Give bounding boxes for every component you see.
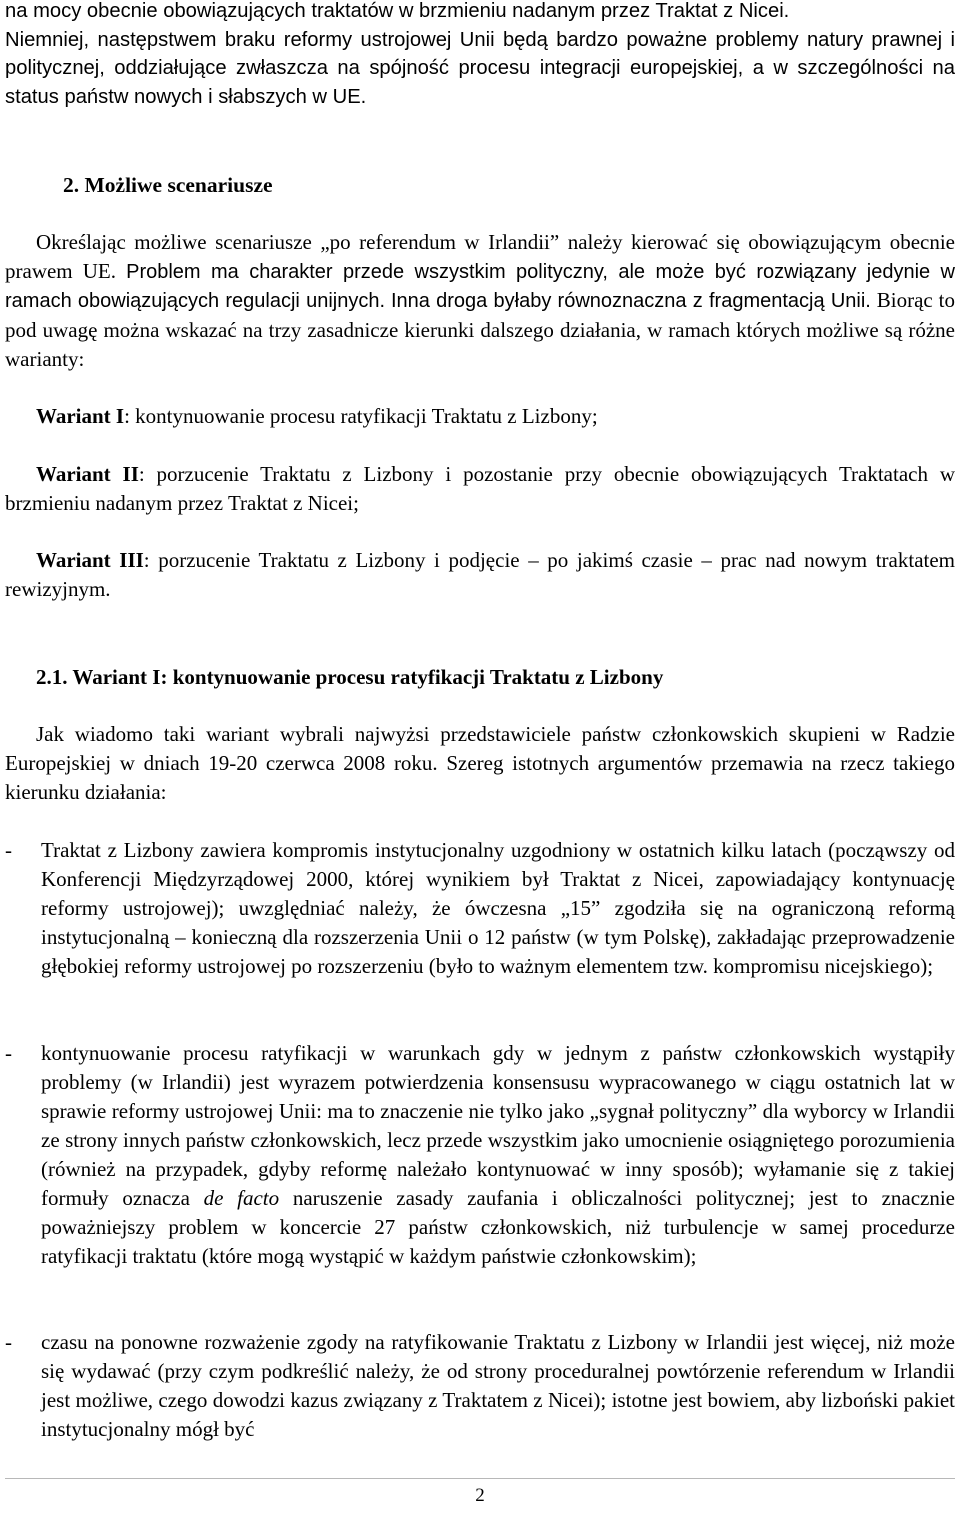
argument-item (5, 1039, 955, 1271)
variant-1-intro-sentence-1: Jak wiadomo taki wariant wybrali najwyżsi przedstawiciele państw członkowskich skupieni w Radzie Europejskiej w dniach 19-20 czerwca 2008 roku. (5, 722, 955, 775)
argument-item (5, 836, 955, 981)
dash-marker: - (5, 1330, 12, 1354)
argument-text: kontynuowanie procesu ratyfikacji w warunkach gdy w jednym z państw członkowskich wystąpiły problemy (w Irlandii) jest wyrazem potwierdzenia konsensusu wypracowanego w ciągu ostatnich lat w sprawie reformy ustrojowej Unii: ma to znaczenie nie tylko jako „sygnał polityczny” dla wyborcy w Irlandii ze strony innych państw członkowskich, lecz przede wszystkim jako umocnienie osiągniętego porozumienia (również na przypadek, gdyby reformę należało kontynuować w inny sposób); wyłamanie się z takiej formuły oznacza (41, 1041, 955, 1210)
dash-marker: - (5, 1041, 12, 1065)
intro-block (5, 0, 955, 111)
dash-marker: - (5, 838, 12, 862)
variant-1-intro-paragraph (5, 720, 955, 807)
scenarios-sentence-3: Inna droga byłaby równoznaczna z fragmentacją Unii. (390, 290, 871, 313)
variant-3-paragraph (5, 546, 955, 604)
argument-italic: de facto (203, 1186, 280, 1210)
footer-rule (5, 1478, 955, 1479)
page-number: 2 (475, 1485, 485, 1506)
argument-text: czasu na ponowne rozważenie zgody na ratyfikowanie Traktatu z Lizbony w Irlandii jest więcej, niż może się wydawać (przy czym podkreślić należy, że od strony proceduralnej powtórzenie referendum w Irlandii jest możliwe, czego dowodzi kazus związany z Traktatem z Nicei); istotne jest bowiem, aby lizboński pakiet instytucjonalny mógł być (41, 1330, 955, 1441)
variant-3-text: : porzucenie Traktatu z Lizbony i podjęcie – po jakimś czasie – prac nad nowym traktatem rewizyjnym. (5, 548, 956, 601)
variant-1-text: : kontynuowanie procesu ratyfikacji Traktatu z Lizbony; (124, 404, 598, 428)
scenarios-paragraph (5, 228, 955, 374)
argument-text: Traktat z Lizbony zawiera kompromis instytucjonalny uzgodniony w ostatnich kilku latach (począwszy od Konferencji Międzyrządowej 2000, której wynikiem był Traktat z Nicei, zapowiadający kontynuację reformy ustrojowej); uwzględniać należy, że ówczesna „15” zgodziła się na ograniczoną reformą instytucjonalną – konieczną dla rozszerzenia Unii o 12 państw (w tym Polskę), zakładając przeprowadzenie głębokiej reformy ustrojowej po rozszerzeniu (było to ważnym elementem tzw. kompromisu nicejskiego); (41, 838, 955, 978)
scenarios-sentence-2: Problem ma charakter przede wszystkim polityczny, ale może być rozwiązany jedynie w ramach obowiązujących regulacji unijnych. (5, 260, 956, 313)
variant-2-label: Wariant II (36, 462, 139, 486)
argument-text-continued: naruszenie zasady zaufania i obliczalności politycznej; jest to znacznie poważniejszy problem w koncercie 27 państw członkowskich, niż turbulencje w samej procedurze ratyfikacji traktatu (które mogą wystąpić w każdym państwie członkowskim); (41, 1186, 956, 1268)
variant-3-label: Wariant III (36, 548, 144, 572)
intro-paragraph: Niemniej, następstwem braku reformy ustrojowej Unii będą bardzo poważne problemy natury prawnej i politycznej, oddziałujące zwłaszcza na spójność procesu integracji europejskiej, a w szczególności na status państw nowych i słabszych w UE. (5, 28, 955, 108)
variant-2-text: : porzucenie Traktatu z Lizbony i pozostanie przy obecnie obowiązujących Traktatach w brzmieniu nadanym przez Traktat z Nicei; (5, 462, 955, 515)
section-2-1-heading: 2.1. Wariant I: kontynuowanie procesu ratyfikacji Traktatu z Lizbony (36, 665, 664, 689)
intro-line: na mocy obecnie obowiązujących traktatów w brzmieniu nadanym przez Traktat z Nicei. (5, 0, 790, 22)
variant-1-intro-sentence-2: Szereg istotnych argumentów przemawia na rzecz takiego kierunku działania: (5, 751, 955, 804)
variant-1-line (5, 402, 955, 431)
section-2-heading: 2. Możliwe scenariusze (63, 173, 273, 197)
variant-1-label: Wariant I (36, 404, 125, 428)
argument-item (5, 1328, 955, 1444)
scenarios-sentence-1: Określając możliwe scenariusze „po referendum w Irlandii” należy kierować się obowiązującym obecnie prawem UE. (5, 230, 955, 283)
variant-2-paragraph (5, 460, 955, 518)
scenarios-sentence-4: Biorąc to pod uwagę można wskazać na trzy zasadnicze kierunki dalszego działania, w ramach których możliwe są różne warianty: (5, 288, 956, 371)
